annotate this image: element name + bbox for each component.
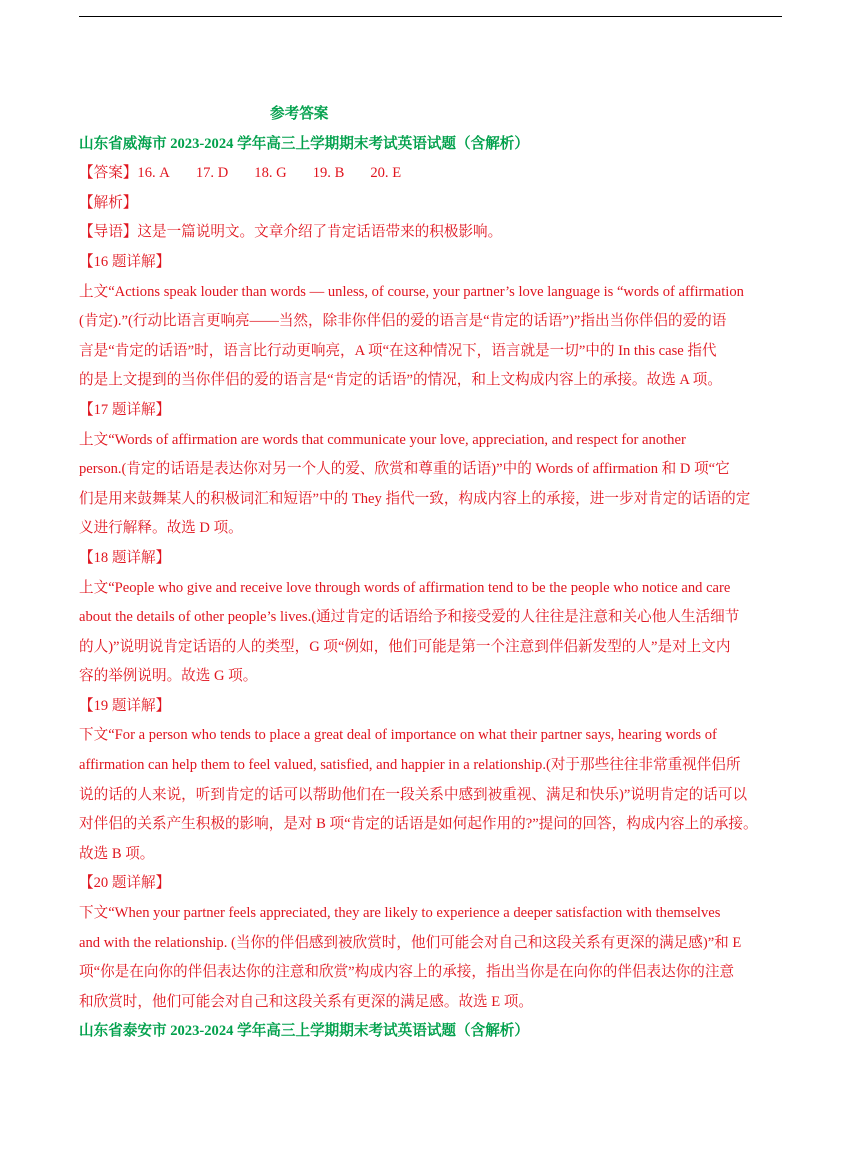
question-17-title: 【17 题详解】 xyxy=(79,401,171,418)
answer-item: 19. B xyxy=(312,165,345,182)
question-19-explanation xyxy=(79,721,782,869)
text-line: 上文“Actions speak louder than words — unless, of course, your partner’s love language is “words of affirmation xyxy=(79,283,744,300)
question-16-explanation xyxy=(79,278,782,396)
text-line: 和欣赏时，他们可能会对自己和这段关系有更深的满足感。故选 E 项。 xyxy=(79,993,534,1010)
header-rule xyxy=(79,16,782,17)
text-line: 义进行解释。故选 D 项。 xyxy=(79,520,243,537)
text-line: person.(肯定的话语是表达你对另一个人的爱、欣赏和尊重的话语)”中的 Words of affirmation 和 D 项“它 xyxy=(79,461,730,478)
question-20-title: 【20 题详解】 xyxy=(79,875,171,892)
text-line: and with the relationship. (当你的伴侣感到被欣赏时，他们可能会对自己和这段关系有更深的满足感)”和 E xyxy=(79,934,742,951)
answer-label: 【答案】 xyxy=(79,165,138,182)
answer-item: 16. A xyxy=(137,165,170,182)
text-line: 的是上文提到的当你伴侣的爱的语言是“肯定的话语”的情况，和上文构成内容上的承接。故选 A 项。 xyxy=(79,372,722,389)
text-line: 的人)”说明说肯定话语的人的类型，G 项“例如，他们可能是第一个注意到伴侣新发型的人”是对上文内 xyxy=(79,638,731,655)
answer-item: 17. D xyxy=(195,165,229,182)
answer-item: 18. G xyxy=(254,165,287,182)
text-line: about the details of other people’s lives.(通过肯定的话语给予和接受爱的人往往是注意和关心他人生活细节 xyxy=(79,609,740,626)
next-section-title: 山东省泰安市 2023-2024 学年高三上学期期末考试英语试题（含解析） xyxy=(79,1023,529,1040)
text-line: 上文“Words of affirmation are words that communicate your love, appreciation, and respect for another xyxy=(79,431,686,448)
question-17-explanation xyxy=(79,426,782,544)
page-heading: 参考答案 xyxy=(270,106,329,122)
text-line: 对伴侣的关系产生积极的影响，是对 B 项“肯定的话语是如何起作用的?”提问的回答，构成内容上的承接。 xyxy=(79,816,758,833)
text-line: affirmation can help them to feel valued, satisfied, and happier in a relationship.(对于那些往往非常重视伴侣所 xyxy=(79,757,741,774)
answer-line xyxy=(79,159,782,189)
text-line: 故选 B 项。 xyxy=(79,845,155,862)
analysis-label: 【解析】 xyxy=(79,194,138,211)
question-19-title: 【19 题详解】 xyxy=(79,697,171,714)
question-18-title: 【18 题详解】 xyxy=(79,549,171,566)
document-body xyxy=(79,100,782,1047)
text-line: 容的举例说明。故选 G 项。 xyxy=(79,668,258,685)
guide-text: 【导语】这是一篇说明文。文章介绍了肯定话语带来的积极影响。 xyxy=(79,224,503,241)
section-title: 山东省威海市 2023-2024 学年高三上学期期末考试英语试题（含解析） xyxy=(79,135,529,152)
text-line: 说的话的人来说，听到肯定的话可以帮助他们在一段关系中感到被重视、满足和快乐)”说明肯定的话可以 xyxy=(79,786,748,803)
text-line: 项“你是在向你的伴侣表达你的注意和欣赏”构成内容上的承接，指出当你是在向你的伴侣表达你的注意 xyxy=(79,964,735,981)
text-line: 下文“When your partner feels appreciated, they are likely to experience a deeper satisfaction with themselves xyxy=(79,905,721,922)
question-20-explanation xyxy=(79,899,782,1017)
text-line: 们是用来鼓舞某人的积极词汇和短语”中的 They 指代一致，构成内容上的承接，进一步对肯定的话语的定 xyxy=(79,490,751,507)
question-18-explanation xyxy=(79,574,782,692)
text-line: 言是“肯定的话语”时，语言比行动更响亮，A 项“在这种情况下，语言就是一切”中的 In this case 指代 xyxy=(79,342,717,359)
text-line: 上文“People who give and receive love through words of affirmation tend to be the people who notice and care xyxy=(79,579,731,596)
text-line: 下文“For a person who tends to place a great deal of importance on what their partner says, hearing words of xyxy=(79,727,717,744)
answer-item: 20. E xyxy=(370,165,402,182)
question-16-title: 【16 题详解】 xyxy=(79,253,171,270)
text-line: (肯定).”(行动比语言更响亮——当然，除非你伴侣的爱的语言是“肯定的话语”)”指出当你伴侣的爱的语 xyxy=(79,313,727,330)
